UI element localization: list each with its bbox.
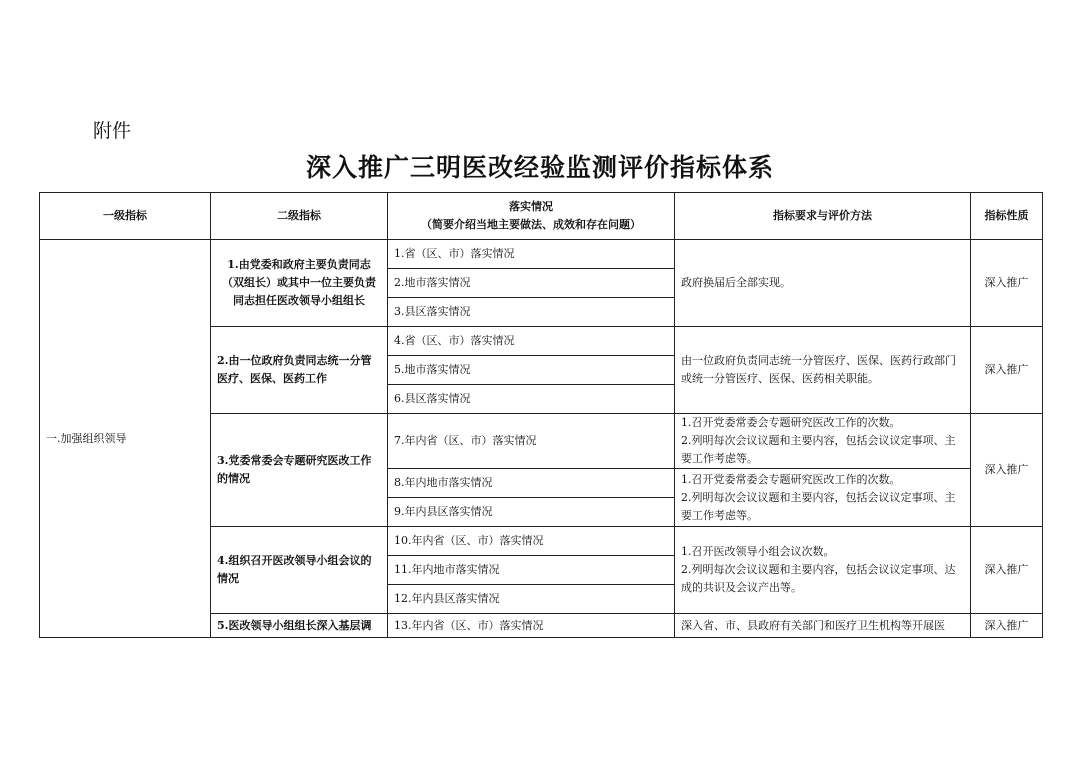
document-title: 深入推广三明医改经验监测评价指标体系 <box>305 153 774 182</box>
implementation-item: 7.年内省（区、市）落实情况 <box>388 414 675 469</box>
requirement-cell: 深入省、市、县政府有关部门和医疗卫生机构等开展医 <box>675 614 971 638</box>
nature-cell: 深入推广 <box>971 527 1043 614</box>
header-impl-main: 落实情况 <box>509 200 553 213</box>
implementation-item: 11.年内地市落实情况 <box>388 556 675 585</box>
level2-indicator: 4.组织召开医改领导小组会议的情况 <box>211 527 388 614</box>
table-header-row <box>40 193 1043 240</box>
header-level1: 一级指标 <box>40 193 211 240</box>
level2-indicator: 3.党委常委会专题研究医改工作的情况 <box>211 414 388 527</box>
header-nature: 指标性质 <box>971 193 1043 240</box>
implementation-item: 5.地市落实情况 <box>388 356 675 385</box>
implementation-item: 2.地市落实情况 <box>388 269 675 298</box>
implementation-item: 3.县区落实情况 <box>388 298 675 327</box>
level2-indicator: 2.由一位政府负责同志统一分管医疗、医保、医药工作 <box>211 327 388 414</box>
implementation-item: 10.年内省（区、市）落实情况 <box>388 527 675 556</box>
level2-indicator: 1.由党委和政府主要负责同志（双组长）或其中一位主要负责同志担任医改领导小组组长 <box>211 240 388 327</box>
header-impl-sub: （简要介绍当地主要做法、成效和存在问题） <box>421 218 641 231</box>
nature-cell: 深入推广 <box>971 240 1043 327</box>
table-row <box>40 240 1043 269</box>
implementation-item: 4.省（区、市）落实情况 <box>388 327 675 356</box>
implementation-item: 6.县区落实情况 <box>388 385 675 414</box>
requirement-cell: 政府换届后全部实现。 <box>675 240 971 327</box>
requirement-cell: 1.召开党委常委会专题研究医改工作的次数。 2.列明每次会议议题和主要内容，包括会议议定事项、主要工作考虑等。 <box>675 469 971 527</box>
header-implementation <box>388 193 675 240</box>
nature-cell: 深入推广 <box>971 614 1043 638</box>
attachment-label: 附件 <box>93 120 132 142</box>
indicator-table <box>39 192 1043 638</box>
header-level2: 二级指标 <box>211 193 388 240</box>
requirement-cell: 由一位政府负责同志统一分管医疗、医保、医药行政部门或统一分管医疗、医保、医药相关职能。 <box>675 327 971 414</box>
implementation-item: 12.年内县区落实情况 <box>388 585 675 614</box>
requirement-cell: 1.召开党委常委会专题研究医改工作的次数。 2.列明每次会议议题和主要内容，包括会议议定事项、主要工作考虑等。 <box>675 414 971 469</box>
implementation-item: 13.年内省（区、市）落实情况 <box>388 614 675 638</box>
implementation-item: 8.年内地市落实情况 <box>388 469 675 498</box>
level1-indicator: 一.加强组织领导 <box>40 240 211 638</box>
nature-cell: 深入推广 <box>971 327 1043 414</box>
level2-indicator: 5.医改领导小组组长深入基层调 <box>211 614 388 638</box>
nature-cell: 深入推广 <box>971 414 1043 527</box>
header-requirement: 指标要求与评价方法 <box>675 193 971 240</box>
requirement-cell: 1.召开医改领导小组会议次数。 2.列明每次会议议题和主要内容，包括会议议定事项、达成的共识及会议产出等。 <box>675 527 971 614</box>
implementation-item: 9.年内县区落实情况 <box>388 498 675 527</box>
implementation-item: 1.省（区、市）落实情况 <box>388 240 675 269</box>
